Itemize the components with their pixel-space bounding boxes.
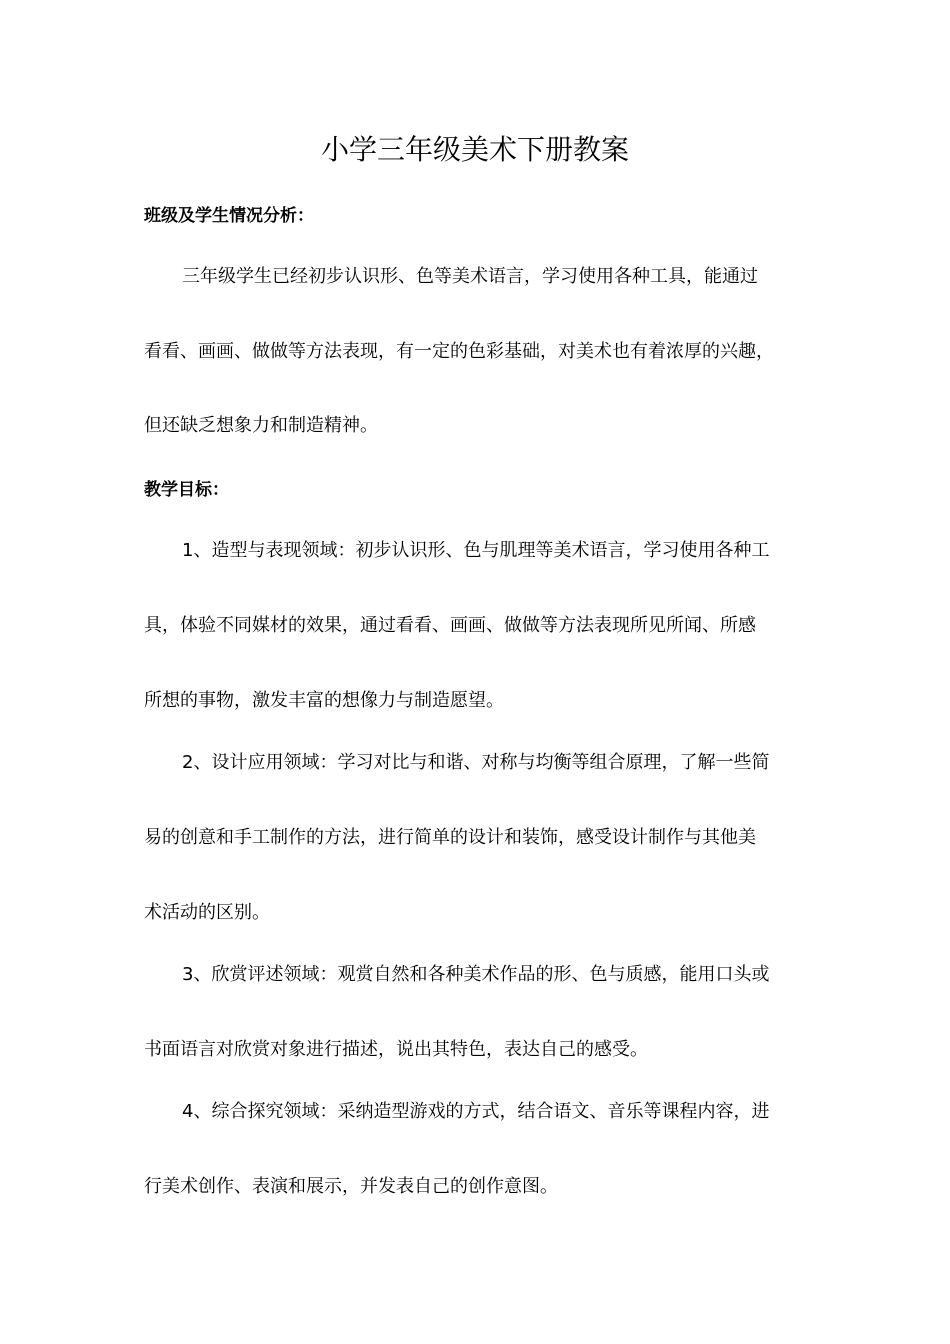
section-heading-teaching-goals: 教学目标： <box>144 480 229 500</box>
goal-4-line: 4、综合探究领域：采纳造型游戏的方式，结合语文、音乐等课程内容，进 <box>182 1101 770 1122</box>
goal-3-line: 3、欣赏评述领域：观赏自然和各种美术作品的形、色与质感，能用口头或 <box>182 964 770 985</box>
document-title: 小学三年级美术下册教案 <box>320 133 629 166</box>
section-heading-class-analysis: 班级及学生情况分析： <box>144 206 314 226</box>
goal-3-line: 书面语言对欣赏对象进行描述，说出其特色，表达自己的感受。 <box>144 1039 648 1060</box>
paragraph-line: 看看、画画、做做等方法表现，有一定的色彩基础，对美术也有着浓厚的兴趣， <box>144 341 774 362</box>
goal-2-line: 2、设计应用领域：学习对比与和谐、对称与均衡等组合原理，了解一些简 <box>182 752 770 773</box>
goal-1-line: 具，体验不同媒材的效果，通过看看、画画、做做等方法表现所见所闻、所感 <box>144 615 756 636</box>
goal-2-line: 易的创意和手工制作的方法，进行简单的设计和装饰，感受设计制作与其他美 <box>144 827 756 848</box>
goal-1-line: 1、造型与表现领域：初步认识形、色与肌理等美术语言，学习使用各种工 <box>182 540 770 561</box>
goal-1-line: 所想的事物，激发丰富的想像力与制造愿望。 <box>144 690 504 711</box>
paragraph-line: 但还缺乏想象力和制造精神。 <box>144 415 378 436</box>
goal-2-line: 术活动的区别。 <box>144 902 270 923</box>
paragraph-line: 三年级学生已经初步认识形、色等美术语言，学习使用各种工具，能通过 <box>182 266 758 287</box>
goal-4-line: 行美术创作、表演和展示，并发表自己的创作意图。 <box>144 1176 558 1197</box>
